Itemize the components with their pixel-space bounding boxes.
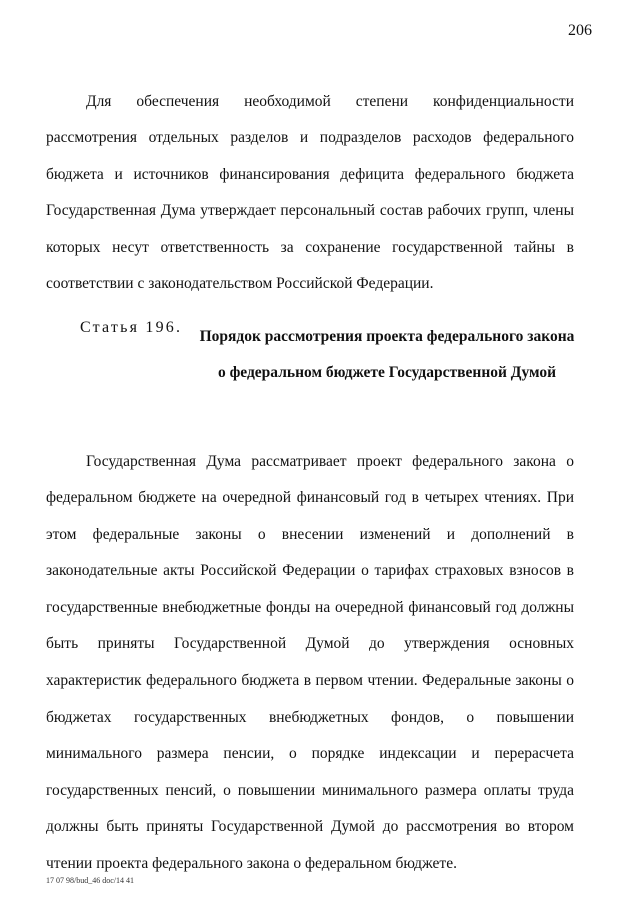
paragraph-readings: Государственная Дума рассматривает проект федерального закона о федеральном бюджете на очередной финансовый год в четырех чтениях. При этом федеральные законы о внесении изменений и дополнений в законодательные акты Российской Федерации о тарифах страховых взносов в государственные внебюджетные фонды на очередной финансовый год должны быть приняты Государственной Думой до утверждения основных характеристик федерального бюджета в первом чтении. Федеральные законы о бюджетах государственных внебюджетных фондов, о повышении минимального размера пенсии, о порядке индексации и перерасчета государственных пенсий, о повышении минимального размера оплаты труда должны быть приняты Государственной Думой до рассмотрения во втором чтении проекта федерального закона о федеральном бюджете. [46, 452, 574, 873]
footer-file-info: 17 07 98/bud_46 doc/14 41 [46, 876, 134, 885]
article-heading-prefix: Статья 196. [80, 319, 183, 336]
page-number: 206 [568, 22, 592, 39]
paragraph-confidentiality: Для обеспечения необходимой степени конфиденциальности рассмотрения отдельных разделов и подразделов расходов федерального бюджета и источников финансирования дефицита федерального бюджета Государственная Дума утверждает персональный состав рабочих групп, члены которых несут ответственность за сохранение государственной тайны в соответствии с законодательством Российской Федерации. [46, 92, 574, 293]
article-heading-title: Порядок рассмотрения проекта федерального закона о федеральном бюджете Государственной Думой [199, 328, 575, 381]
